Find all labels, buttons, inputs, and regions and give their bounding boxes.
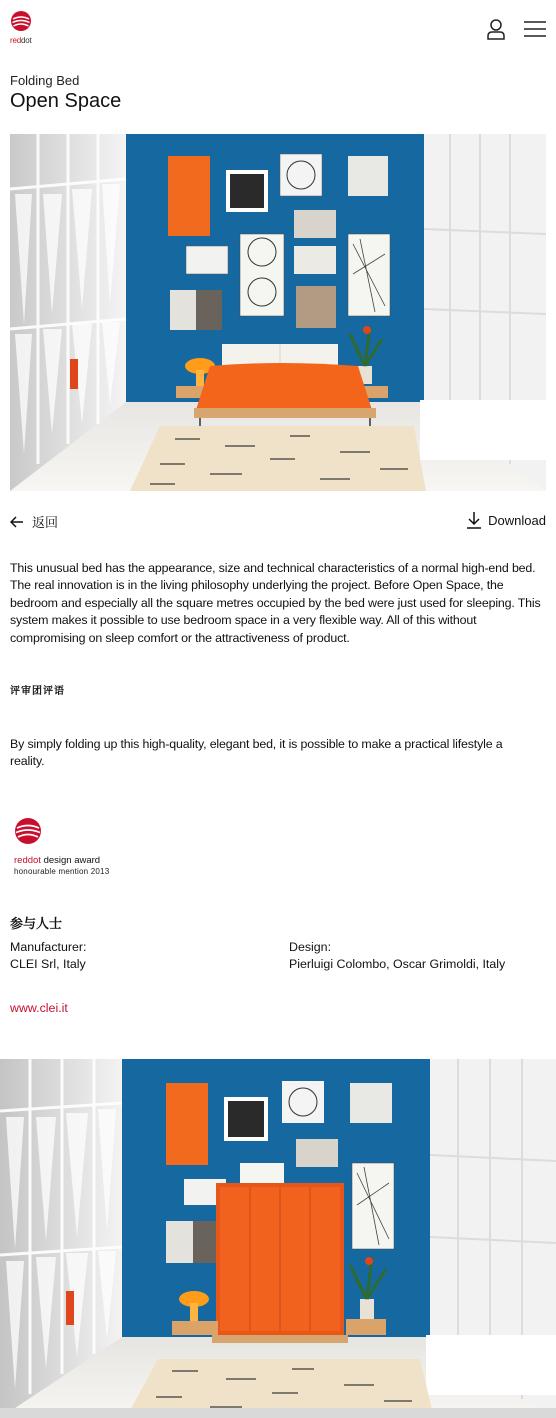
manufacturer-value: CLEI Srl, Italy [10,957,86,972]
jury-statement: By simply folding up this high-quality, elegant bed, it is possible to make a practical lifestyle a reality. [10,737,503,769]
award-subtitle: honourable mention 2013 [14,867,110,876]
download-icon [466,511,482,529]
download-label: Download [488,512,546,528]
user-icon[interactable] [486,18,506,40]
download-button[interactable] [466,511,546,529]
back-label: 返回 [32,515,59,530]
design-block [289,939,505,974]
reddot-logo-icon [10,10,34,34]
design-value: Pierluigi Colombo, Oscar Grimoldi, Italy [289,957,506,972]
manufacturer-block [10,939,86,974]
reddot-logo[interactable] [10,10,34,48]
jury-heading: 评审团评语 [10,686,65,697]
award-title: reddot design award [14,855,101,866]
header [0,0,556,60]
manufacturer-label: Manufacturer: [10,940,87,954]
reddot-award-icon [14,817,44,847]
product-image-bed-open[interactable] [10,134,546,491]
award-badge [14,817,134,879]
logo-wordmark: reddot [10,36,32,45]
back-link[interactable] [10,512,58,531]
product-image-bed-folded[interactable] [0,1059,556,1418]
arrow-left-icon [10,515,24,529]
participants-heading: 参与人士 [10,916,63,931]
menu-icon[interactable] [524,19,546,39]
page-title: Open Space [10,90,122,112]
design-label: Design: [289,940,332,954]
manufacturer-website-link[interactable]: www.clei.it [10,1001,68,1015]
product-description: This unusual bed has the appearance, size and technical characteristics of a normal high-end bed. The real innovation is in the living philosophy underlying the project. Before Open Space, the bedroom and especially all the square metres occupied by the bed were just used for sleeping. This system makes it possible to use bedroom space in a very flexible way. All of this without compromising on sleep comfort or the attractiveness of product. [10,561,541,645]
product-category: Folding Bed [10,73,80,88]
